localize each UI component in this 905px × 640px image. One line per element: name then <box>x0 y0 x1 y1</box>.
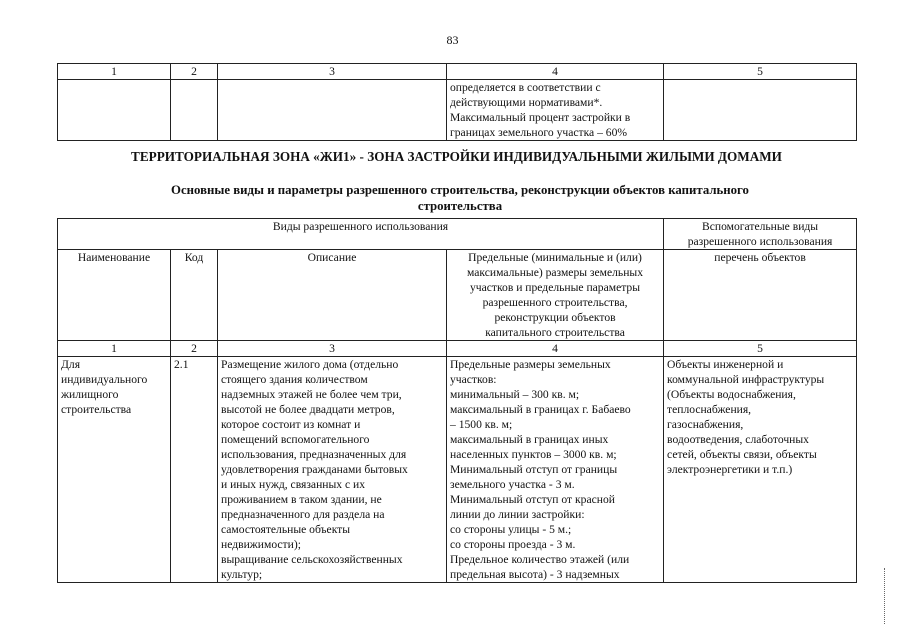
text-line: сетей, объекты связи, объекты <box>667 448 817 461</box>
text-line: коммунальной инфраструктуры <box>667 373 825 386</box>
text-line: газоснабжения, <box>667 418 744 431</box>
group-header-auxiliary <box>664 219 857 250</box>
use-limits-cell <box>447 357 664 583</box>
col-number-5: 5 <box>664 341 857 357</box>
text-line: участков: <box>450 373 497 386</box>
col-number-1: 1 <box>58 64 171 80</box>
aux-header-line: разрешенного использования <box>687 235 833 248</box>
text-line: культур; <box>221 568 263 581</box>
cont-cell-2 <box>171 80 218 141</box>
text-line: со стороны улицы - 5 м.; <box>450 523 572 536</box>
section-title-line: строительства <box>417 199 503 213</box>
text-line: Предельное количество этажей (или <box>450 553 630 566</box>
text-line: населенных пунктов – 3000 кв. м; <box>450 448 617 461</box>
cont-cell-4 <box>447 80 664 141</box>
text-line: строительства <box>61 403 132 416</box>
text-line: надземных этажей не более чем три, <box>221 388 402 401</box>
text-line: минимальный – 300 кв. м; <box>450 388 580 401</box>
text-line: Для <box>61 358 81 371</box>
limits-header-line: Предельные (минимальные и (или) <box>468 251 642 264</box>
text-line: предназначенного для раздела на <box>221 508 385 521</box>
zone-title: ТЕРРИТОРИАЛЬНАЯ ЗОНА «ЖИ1» - ЗОНА ЗАСТРОЙКИ ИНДИВИДУАЛЬНЫМИ ЖИЛЫМИ ДОМАМИ <box>131 149 782 164</box>
text-line: жилищного <box>61 388 119 401</box>
limits-header-line: участков и предельные параметры <box>470 281 641 294</box>
text-line: Минимальный отступ от границы <box>450 463 618 476</box>
group-header-permitted-uses: Виды разрешенного использования <box>58 219 664 250</box>
text-line: электроэнергетики и т.п.) <box>667 463 793 476</box>
text-line: недвижимости); <box>221 538 301 551</box>
text-line: и иных нужд, связанных с их <box>221 478 366 491</box>
col-number-3: 3 <box>218 64 447 80</box>
table-row <box>58 357 857 583</box>
cont-text-line: Максимальный процент застройки в <box>450 111 631 124</box>
scan-margin-mark <box>884 568 895 624</box>
header-name: Наименование <box>58 250 171 341</box>
cont-text-line: действующими нормативами*. <box>450 96 603 109</box>
limits-header-line: максимальные) размеры земельных <box>467 266 644 279</box>
limits-header-line: капитального строительства <box>485 326 625 339</box>
text-line: линии до линии застройки: <box>450 508 585 521</box>
text-line: Размещение жилого дома (отдельно <box>221 358 399 371</box>
header-description: Описание <box>218 250 447 341</box>
header-limits <box>447 250 664 341</box>
text-line: максимальный в границах г. Бабаево <box>450 403 631 416</box>
column-number-row <box>58 341 857 357</box>
cont-text-line: границах земельного участка – 60% <box>450 126 628 139</box>
text-line: использования, предназначенных для <box>221 448 407 461</box>
text-line: предельная высота) - 3 надземных <box>450 568 620 581</box>
cont-cell-3 <box>218 80 447 141</box>
continuation-row <box>58 80 857 141</box>
text-line: проживанием в таком здании, не <box>221 493 382 506</box>
text-line: помещений вспомогательного <box>221 433 370 446</box>
text-line: стоящего здания количеством <box>221 373 368 386</box>
continuation-header-row <box>58 64 857 80</box>
continuation-table <box>57 63 857 141</box>
col-number-4: 4 <box>447 64 664 80</box>
use-description-cell <box>218 357 447 583</box>
text-line: водоотведения, слаботочных <box>667 433 809 446</box>
section-title <box>120 182 800 214</box>
text-line: – 1500 кв. м; <box>450 418 513 431</box>
text-line: теплоснабжения, <box>667 403 752 416</box>
text-line: индивидуального <box>61 373 148 386</box>
column-header-row <box>58 250 857 341</box>
cont-cell-5 <box>664 80 857 141</box>
header-code: Код <box>171 250 218 341</box>
col-number-5: 5 <box>664 64 857 80</box>
cont-cell-1 <box>58 80 171 141</box>
col-number-3: 3 <box>218 341 447 357</box>
text-line: Предельные размеры земельных <box>450 358 611 371</box>
use-code-cell: 2.1 <box>171 357 218 583</box>
text-line: (Объекты водоснабжения, <box>667 388 796 401</box>
text-line: Объекты инженерной и <box>667 358 784 371</box>
col-number-2: 2 <box>171 341 218 357</box>
aux-header-line: Вспомогательные виды <box>702 220 819 233</box>
permitted-use-table <box>57 218 857 583</box>
text-line: земельного участка - 3 м. <box>450 478 575 491</box>
use-name-cell <box>58 357 171 583</box>
text-line: Минимальный отступ от красной <box>450 493 615 506</box>
col-number-4: 4 <box>447 341 664 357</box>
text-line: высотой не более двадцати метров, <box>221 403 395 416</box>
col-number-1: 1 <box>58 341 171 357</box>
section-title-line: Основные виды и параметры разрешенного строительства, реконструкции объектов капитального <box>171 183 749 197</box>
header-aux-objects: перечень объектов <box>664 250 857 341</box>
text-line: со стороны проезда - 3 м. <box>450 538 576 551</box>
text-line: которое состоит из комнат и <box>221 418 361 431</box>
page-number: 83 <box>446 33 459 47</box>
text-line: максимальный в границах иных <box>450 433 609 446</box>
col-number-2: 2 <box>171 64 218 80</box>
limits-header-line: разрешенного строительства, <box>482 296 628 309</box>
text-line: удовлетворения гражданами бытовых <box>221 463 408 476</box>
group-header-row <box>58 219 857 250</box>
text-line: выращивание сельскохозяйственных <box>221 553 403 566</box>
text-line: самостоятельные объекты <box>221 523 351 536</box>
cont-text-line: определяется в соответствии с <box>450 81 601 94</box>
limits-header-line: реконструкции объектов <box>494 311 616 324</box>
aux-objects-cell <box>664 357 857 583</box>
